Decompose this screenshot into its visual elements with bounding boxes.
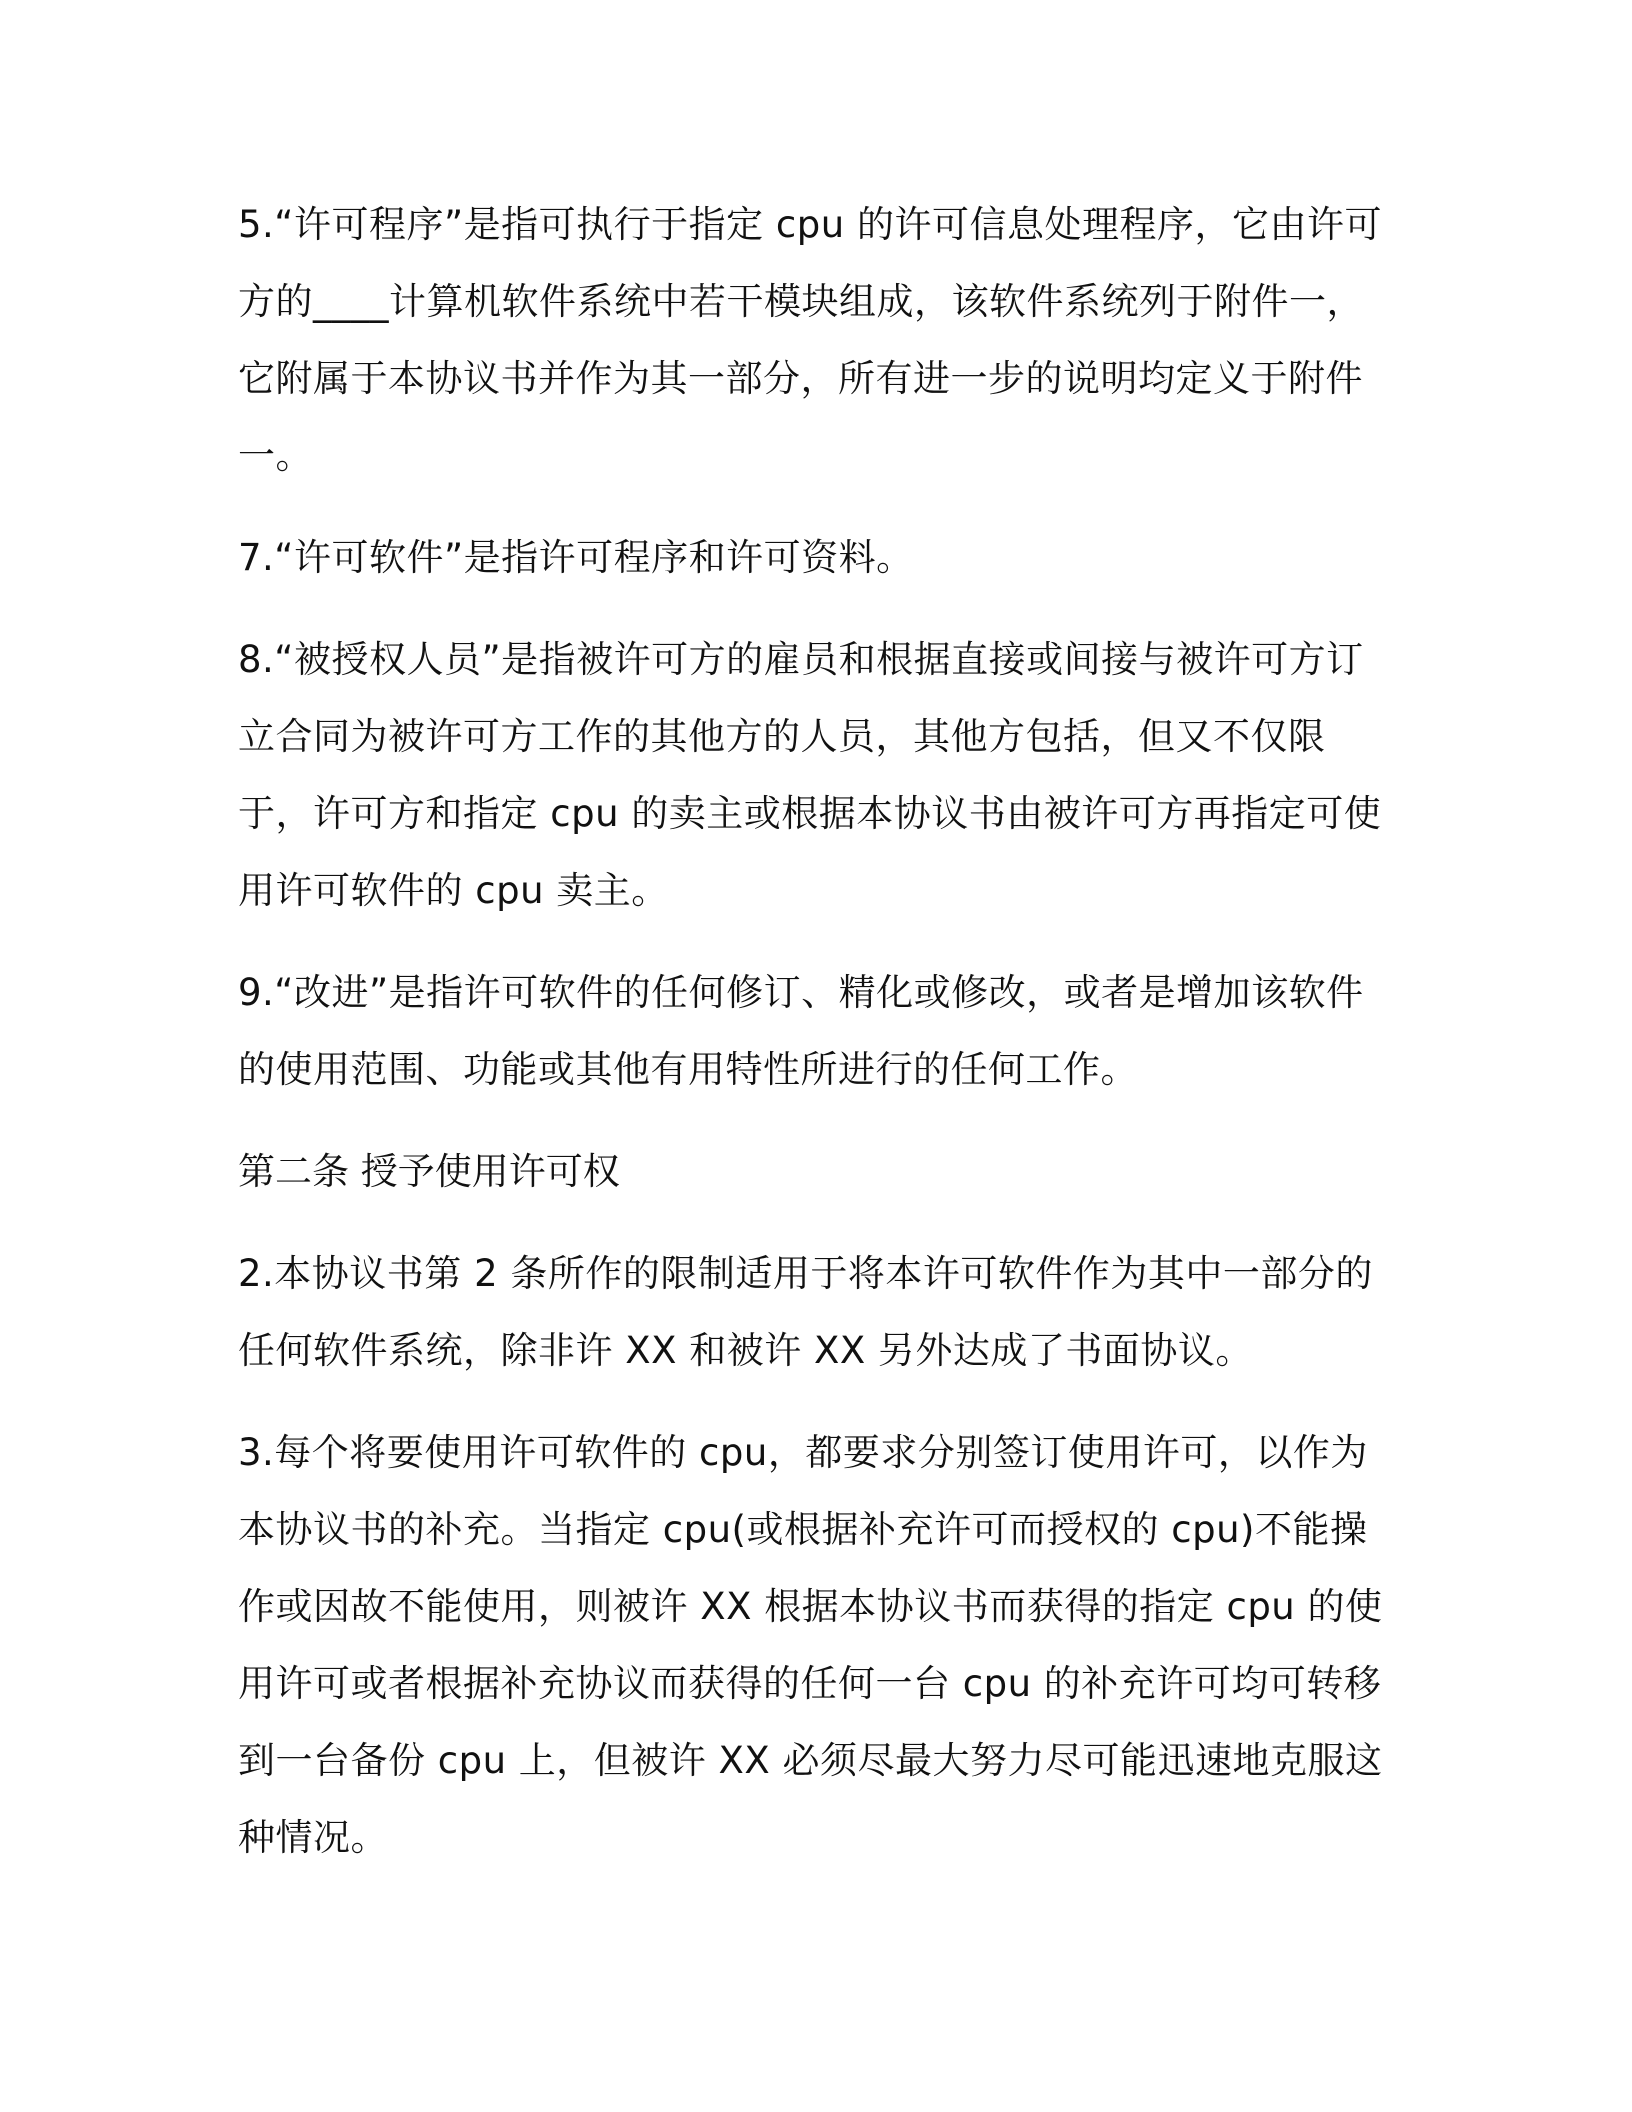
clause-8-authorized-personnel: 8.“被授权人员”是指被许可方的雇员和根据直接或间接与被许可方订立合同为被许可方工作的其他方的人员，其他方包括，但又不仅限于，许可方和指定 cpu 的卖主或根据本协议书由被许可方再指定可使用许可软件的 cpu 卖主。 [238, 638, 1382, 912]
document-body [238, 186, 1398, 1901]
clause-7-licensed-software: 7.“许可软件”是指许可程序和许可资料。 [238, 536, 914, 579]
article-2-heading: 第二条 授予使用许可权 [238, 1150, 620, 1193]
clause-9-improvements: 9.“改进”是指许可软件的任何修订、精化或修改，或者是增加该软件的使用范围、功能或其他有用特性所进行的任何工作。 [238, 971, 1364, 1091]
clause-3-cpu-license: 3.每个将要使用许可软件的 cpu，都要求分别签订使用许可，以作为本协议书的补充。当指定 cpu(或根据补充许可而授权的 cpu)不能操作或因故不能使用，则被许 XX 根据本协议书而获得的指定 cpu 的使用许可或者根据补充协议而获得的任何一台 cpu 的补充许可均可转移到一台备份 cpu 上，但被许 XX 必须尽最大努力尽可能迅速地克服这种情况。 [238, 1431, 1383, 1859]
clause-5-licensed-program: 5.“许可程序”是指可执行于指定 cpu 的许可信息处理程序，它由许可方的____计算机软件系统中若干模块组成，该软件系统列于附件一，它附属于本协议书并作为其一部分，所有进一步的说明均定义于附件一。 [238, 203, 1382, 477]
clause-2-restrictions: 2.本协议书第 2 条所作的限制适用于将本许可软件作为其中一部分的任何软件系统，除非许 XX 和被许 XX 另外达成了书面协议。 [238, 1252, 1373, 1372]
